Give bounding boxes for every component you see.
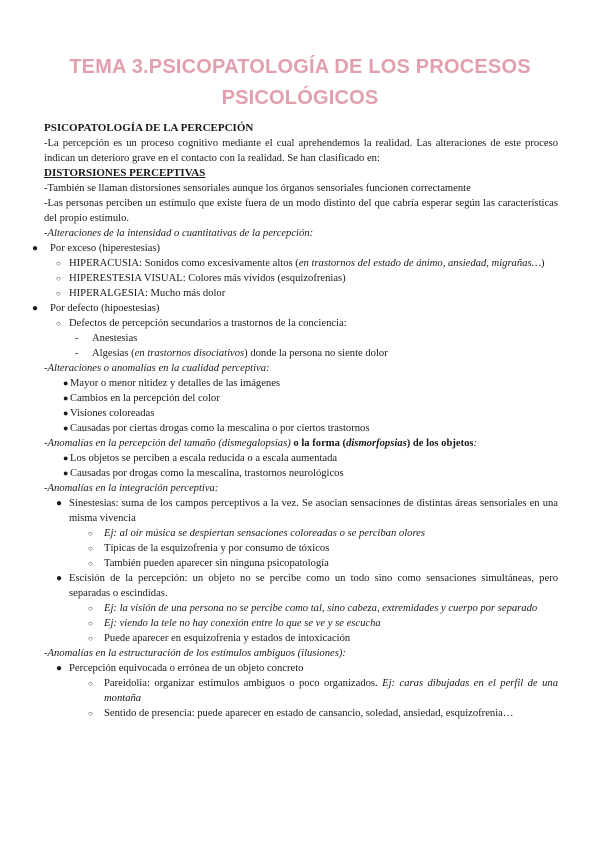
bullet-icon: ● bbox=[56, 663, 63, 674]
list-item: ○ También pueden aparecer sin ninguna psicopatología bbox=[88, 558, 329, 569]
list-item: ● Sinestesias: suma de los campos perceptivos a la vez. Se asocian sensaciones de distintas áreas sensoriales en una misma vivencia bbox=[56, 498, 558, 524]
distortions-p2: -Las personas perciben un estímulo que existe fuera de un modo distinto del que cabría esperar según las características del propio estímulo. bbox=[44, 198, 558, 224]
circle-bullet-icon: ○ bbox=[88, 559, 93, 568]
list-item: ● Cambios en la percepción del color bbox=[63, 393, 220, 404]
list-item: ○ Ej: al oír música se despiertan sensaciones coloreadas o se perciban olores bbox=[88, 528, 426, 539]
list-item: ● Visiones coloreadas bbox=[63, 408, 155, 419]
circle-bullet-icon: ○ bbox=[88, 604, 93, 613]
circle-bullet-icon: ○ bbox=[56, 274, 61, 283]
title-line-1: TEMA 3.PSICOPATOLOGÍA DE LOS PROCESOS bbox=[69, 56, 531, 78]
list-item: - Algesias (en trastornos disociativos) donde la persona no siente dolor bbox=[75, 348, 388, 359]
intensity-heading: -Alteraciones de la intensidad o cuantitativas de la percepción: bbox=[44, 228, 314, 239]
bullet-icon: ● bbox=[32, 243, 39, 254]
dash-bullet-icon: - bbox=[75, 348, 79, 359]
list-item: ○ Sentido de presencia: puede aparecer en estado de cansancio, soledad, ansiedad, esquizofrenia… bbox=[88, 708, 514, 719]
list-item: ● Causadas por drogas como la mescalina, trastornos neurológicos bbox=[63, 468, 344, 479]
circle-bullet-icon: ○ bbox=[88, 679, 93, 688]
list-item: ● Percepción equivocada o errónea de un objeto concreto bbox=[56, 663, 304, 674]
list-item: ○ Típicas de la esquizofrenia y por consumo de tóxicos bbox=[88, 543, 330, 554]
list-item: ● Mayor o menor nitidez y detalles de las imágenes bbox=[63, 378, 281, 389]
list-item: ● Causadas por ciertas drogas como la mescalina o por ciertos trastornos bbox=[63, 423, 370, 434]
bullet-icon: ● bbox=[56, 573, 63, 584]
bullet-icon: ● bbox=[63, 423, 69, 433]
list-item: - Anestesias bbox=[75, 333, 138, 344]
circle-bullet-icon: ○ bbox=[56, 289, 61, 298]
quality-heading: -Alteraciones o anomalías en la cualidad perceptiva: bbox=[44, 363, 270, 374]
bullet-icon: ● bbox=[63, 453, 69, 463]
document-body bbox=[32, 121, 558, 721]
list-item: ○ HIPERESTESIA VISUAL: Colores más vívidos (esquizofrenias) bbox=[56, 273, 346, 284]
list-item: ○ Puede aparecer en esquizofrenia y estados de intoxicación bbox=[88, 633, 351, 644]
circle-bullet-icon: ○ bbox=[88, 529, 93, 538]
list-item: ○ Pareidolia: organizar estímulos ambiguos o poco organizados. Ej: caras dibujadas en el perfil de una montaña bbox=[88, 678, 558, 704]
bullet-icon: ● bbox=[63, 393, 69, 403]
list-item: ● Los objetos se perciben a escala reducida o a escala aumentada bbox=[63, 453, 338, 464]
intro-paragraph: -La percepción es un proceso cognitivo mediante el cual aprehendemos la realidad. Las alteraciones de este proceso indican un deterioro grave en el contacto con la realidad. Se han clasificado en: bbox=[44, 138, 558, 164]
list-item: ○ HIPERALGESIA: Mucho más dolor bbox=[56, 288, 226, 299]
circle-bullet-icon: ○ bbox=[56, 319, 61, 328]
list-item: ● Escisión de la percepción: un objeto no se percibe como un todo sino como sensaciones simultáneas, pero separadas o escindidas. bbox=[56, 573, 558, 599]
bullet-icon: ● bbox=[63, 468, 69, 478]
circle-bullet-icon: ○ bbox=[88, 634, 93, 643]
integration-heading: -Anomalías en la integración perceptiva: bbox=[44, 483, 219, 494]
distortions-heading: DISTORSIONES PERCEPTIVAS bbox=[44, 167, 206, 179]
list-item: ● Por exceso (hiperestesias) bbox=[32, 243, 161, 254]
list-item: ○ Defectos de percepción secundarios a trastornos de la conciencia: bbox=[56, 318, 347, 329]
circle-bullet-icon: ○ bbox=[88, 709, 93, 718]
list-item: ● Por defecto (hipoestesias) bbox=[32, 303, 160, 314]
title-line-2: PSICOLÓGICOS bbox=[221, 87, 379, 109]
list-item: ○ Ej: viendo la tele no hay conexión entre lo que se ve y se escucha bbox=[88, 618, 381, 629]
dash-bullet-icon: - bbox=[75, 333, 79, 344]
distortions-p1: -También se llaman distorsiones sensoriales aunque los órganos sensoriales funcionen correctamente bbox=[44, 183, 471, 194]
list-item: ○ Ej: la visión de una persona no se percibe como tal, sino cabeza, extremidades y cuerpo por separado bbox=[88, 603, 538, 614]
circle-bullet-icon: ○ bbox=[56, 259, 61, 268]
bullet-icon: ● bbox=[32, 303, 39, 314]
ambiguous-heading: -Anomalías en la estructuración de los estímulos ambiguos (ilusiones): bbox=[44, 648, 346, 659]
list-item: ○ HIPERACUSIA: Sonidos como excesivamente altos (en trastornos del estado de ánimo, ansiedad, migrañas…) bbox=[56, 258, 545, 269]
page-title bbox=[40, 52, 560, 114]
section-heading: PSICOPATOLOGÍA DE LA PERCEPCIÓN bbox=[44, 122, 254, 134]
circle-bullet-icon: ○ bbox=[88, 619, 93, 628]
bullet-icon: ● bbox=[63, 378, 69, 388]
bullet-icon: ● bbox=[56, 498, 63, 509]
size-heading: -Anomalías en la percepción del tamaño (dismegalopsias) o la forma (dismorfopsias) de los objetos: bbox=[44, 438, 478, 449]
bullet-icon: ● bbox=[63, 408, 69, 418]
circle-bullet-icon: ○ bbox=[88, 544, 93, 553]
